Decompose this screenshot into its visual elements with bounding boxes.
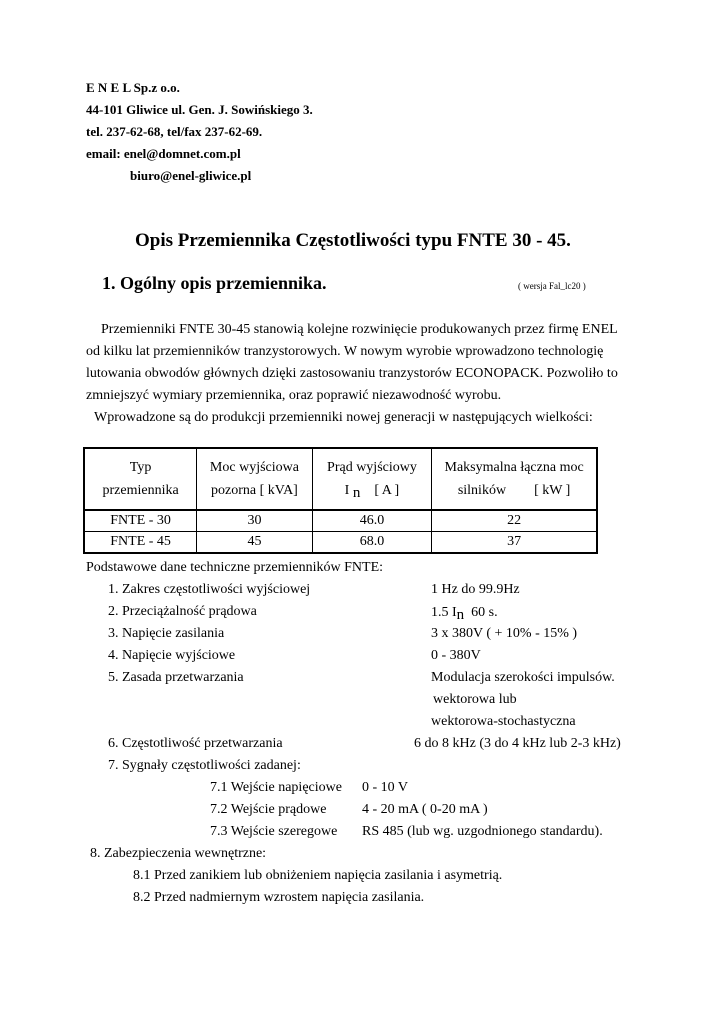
company-phone: tel. 237-62-68, tel/fax 237-62-69. [86, 124, 263, 139]
spec-sub-label: 7.2 Wejście prądowe [210, 802, 327, 817]
spec-value: RS 485 (lub wg. uzgodnionego standardu). [362, 824, 603, 839]
company-address: 44-101 Gliwice ul. Gen. J. Sowińskiego 3. [86, 102, 313, 117]
header-type: Typ przemiennika [84, 448, 197, 510]
company-name: E N E L Sp.z o.o. [86, 80, 180, 95]
intro-line: Wprowadzone są do produkcji przemienniki nowej generacji w następujących wielkości: [94, 410, 593, 425]
spec-label: 5. Zasada przetwarzania [108, 670, 244, 685]
spec-value: 0 - 380V [431, 648, 481, 663]
spec-label: 8. Zabezpieczenia wewnętrzne: [90, 846, 267, 861]
spec-value: 3 x 380V ( + 10% - 15% ) [431, 626, 578, 641]
spec-label: 3. Napięcie zasilania [108, 626, 225, 641]
spec-value: 4 - 20 mA ( 0-20 mA ) [362, 802, 488, 817]
intro-line: Przemienniki FNTE 30-45 stanowią kolejne rozwinięcie produkowanych przez firmę ENEL [101, 322, 618, 337]
table-row [84, 532, 597, 554]
spec-label: 7. Sygnały częstotliwości zadanej: [108, 758, 301, 773]
cell-current: 46.0 [312, 510, 431, 532]
spec-value: Modulacja szerokości impulsów. [431, 670, 615, 685]
spec-value: wektorowa lub [433, 692, 517, 707]
spec-label: 1. Zakres częstotliwości wyjściowej [108, 582, 311, 597]
cell-type: FNTE - 45 [84, 532, 197, 554]
cell-power: 45 [197, 532, 313, 554]
cell-motor: 22 [432, 510, 597, 532]
sizes-table [83, 447, 598, 554]
spec-sub-label: 7.1 Wejście napięciowe [210, 780, 342, 795]
header-current: Prąd wyjściowy I n [ A ] [312, 448, 431, 510]
intro-line: od kilku lat przemienników tranzystorowych. W nowym wyrobie wprowadzono technologię [86, 344, 604, 359]
company-email-secondary: biuro@enel-gliwice.pl [130, 168, 252, 183]
version-note: ( wersja Fal_lc20 ) [518, 281, 586, 291]
intro-line: zmniejszyć wymiary przemiennika, oraz poprawić niezawodność wyrobu. [86, 388, 502, 403]
spec-sub-label: 8.1 Przed zanikiem lub obniżeniem napięcia zasilania i asymetrią. [133, 868, 503, 883]
spec-sub-label: 8.2 Przed nadmiernym wzrostem napięcia zasilania. [133, 890, 425, 905]
spec-value: 1 Hz do 99.9Hz [431, 582, 520, 597]
spec-label: 2. Przeciążalność prądowa [108, 604, 257, 619]
spec-value: wektorowa-stochastyczna [431, 714, 576, 729]
header-motor-power: Maksymalna łączna moc silników [ kW ] [432, 448, 597, 510]
cell-motor: 37 [432, 532, 597, 554]
spec-value: 0 - 10 V [362, 780, 409, 795]
cell-power: 30 [197, 510, 313, 532]
section-heading: 1. Ogólny opis przemiennika. [102, 273, 327, 293]
spec-label: 4. Napięcie wyjściowe [108, 648, 236, 663]
spec-sub-label: 7.3 Wejście szeregowe [210, 824, 338, 839]
specs-heading: Podstawowe dane techniczne przemienników FNTE: [86, 560, 384, 575]
table-row [84, 510, 597, 532]
header-power: Moc wyjściowa pozorna [ kVA] [197, 448, 313, 510]
spec-value: 6 do 8 kHz (3 do 4 kHz lub 2-3 kHz) [414, 736, 621, 751]
cell-current: 68.0 [312, 532, 431, 554]
document-title: Opis Przemiennika Częstotliwości typu FNTE 30 - 45. [135, 230, 571, 251]
intro-line: lutowania obwodów głównych dzięki zastosowaniu tranzystorów ECONOPACK. Pozwoliło to [86, 366, 618, 381]
spec-label: 6. Częstotliwość przetwarzania [108, 736, 283, 751]
table-header-row [84, 448, 597, 510]
cell-type: FNTE - 30 [84, 510, 197, 532]
company-email: email: enel@domnet.com.pl [86, 146, 241, 161]
spec-value: 1.5 In 60 s. [431, 605, 498, 623]
